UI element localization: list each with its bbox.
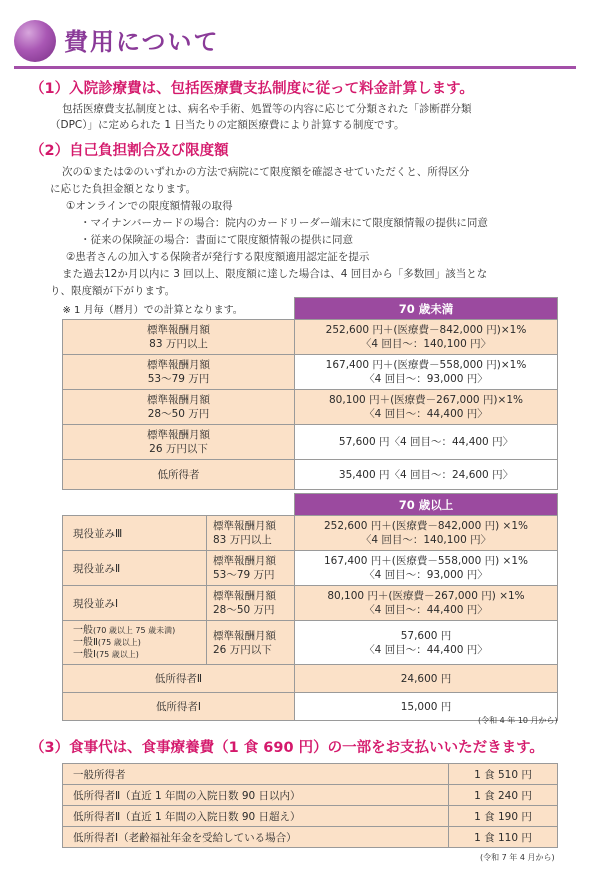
table-row bbox=[63, 785, 558, 806]
row-label: 26 万円以下 bbox=[149, 443, 208, 455]
row-label: 低所得者Ⅱ bbox=[63, 665, 295, 693]
row-value: 1 食 510 円 bbox=[449, 764, 558, 785]
section2-line: ・従来の保険証の場合：書面にて限度額情報の提供に同意 bbox=[80, 234, 353, 246]
section2-line: 次の①または②のいずれかの方法で病院にて限度額を確認させていただくと、所得区分 bbox=[62, 166, 470, 178]
row-sublabel: 28～50 万円 bbox=[213, 604, 275, 616]
row-label: 83 万円以上 bbox=[149, 338, 208, 350]
row-value: 〈4 回目～：140,100 円〉 bbox=[360, 338, 492, 350]
row-label: 標準報酬月額 bbox=[147, 429, 210, 441]
row-category: 一般Ⅰ bbox=[73, 648, 96, 660]
row-value: 1 食 190 円 bbox=[449, 806, 558, 827]
row-category-note: (75 歳以上) bbox=[95, 649, 139, 659]
row-sublabel: 53～79 万円 bbox=[213, 569, 275, 581]
row-category: 現役並みⅢ bbox=[63, 516, 207, 551]
section2-line: り、限度額が下がります。 bbox=[50, 285, 176, 297]
table-footnote: (令和 4 年 10 月から) bbox=[478, 716, 558, 725]
row-sublabel: 83 万円以上 bbox=[213, 534, 272, 546]
table-row bbox=[63, 764, 558, 785]
table-header-70-plus: 70 歳以上 bbox=[295, 494, 558, 516]
row-value: 80,100 円＋(医療費－267,000 円)×1% bbox=[329, 394, 523, 406]
row-value: 1 食 240 円 bbox=[449, 785, 558, 806]
section2-line: また過去12か月以内に 3 回以上、限度額に達した場合は、4 回目から「多数回」該当とな bbox=[62, 268, 488, 280]
section1-heading: （1）入院診療費は、包括医療費支払制度に従って料金計算します。 bbox=[30, 81, 474, 97]
row-value: 〈4 回目～：140,100 円〉 bbox=[360, 534, 492, 546]
row-category: 現役並みⅡ bbox=[63, 551, 207, 586]
table-row bbox=[63, 551, 558, 586]
row-value: 〈4 回目～：44,400 円〉 bbox=[364, 408, 488, 420]
table-row bbox=[63, 586, 558, 621]
section2-line: ①オンラインでの限度額情報の取得 bbox=[66, 200, 233, 212]
row-label: 標準報酬月額 bbox=[147, 394, 210, 406]
table-row bbox=[63, 516, 558, 551]
row-category-note: (75 歳以上) bbox=[97, 637, 141, 647]
row-value: 15,000 円 bbox=[295, 693, 558, 721]
row-category: 現役並みⅠ bbox=[63, 586, 207, 621]
row-label: 標準報酬月額 bbox=[147, 324, 210, 336]
row-sublabel: 標準報酬月額 bbox=[213, 520, 276, 532]
row-category: 一般Ⅱ bbox=[73, 636, 98, 648]
row-value: 1 食 110 円 bbox=[449, 827, 558, 848]
section1-line: （DPC）」に定められた 1 日当たりの定額医療費により計算する制度です。 bbox=[50, 119, 405, 131]
row-label: 一般所得者 bbox=[63, 764, 449, 785]
row-value: 252,600 円＋(医療費－842,000 円) ×1% bbox=[323, 520, 528, 532]
page-header bbox=[14, 16, 576, 68]
row-sublabel: 標準報酬月額 bbox=[213, 629, 276, 642]
row-value: 35,400 円〈4 回目～：24,600 円〉 bbox=[295, 460, 558, 490]
row-value: 〈4 回目～：93,000 円〉 bbox=[364, 373, 488, 385]
section2-heading: （2）自己負担割合及び限度額 bbox=[30, 143, 229, 159]
row-value: 167,400 円＋(医療費－558,000 円) ×1% bbox=[323, 555, 528, 567]
row-label: 低所得者Ⅱ（直近 1 年間の入院日数 90 日超え） bbox=[63, 806, 449, 827]
table-row bbox=[63, 355, 558, 390]
row-value: 57,600 円〈4 回目～：44,400 円〉 bbox=[295, 425, 558, 460]
table-row bbox=[63, 390, 558, 425]
meal-footnote: (令和 7 年 4 月から) bbox=[480, 853, 555, 862]
row-value: 252,600 円＋(医療費－842,000 円)×1% bbox=[325, 324, 527, 336]
table-row bbox=[63, 827, 558, 848]
title-bullet-icon bbox=[14, 20, 56, 62]
row-label: 低所得者 bbox=[63, 460, 295, 490]
row-value: 〈4 回目～：44,400 円〉 bbox=[364, 643, 488, 656]
row-value: 24,600 円 bbox=[295, 665, 558, 693]
section2-line: に応じた負担金額となります。 bbox=[50, 183, 197, 195]
row-value: 80,100 円＋(医療費－267,000 円) ×1% bbox=[327, 590, 525, 602]
row-value: 57,600 円 bbox=[400, 629, 452, 642]
row-label: 低所得者Ⅰ bbox=[63, 693, 295, 721]
table-row bbox=[63, 425, 558, 460]
limit-table-70-plus bbox=[62, 493, 558, 721]
row-label: 低所得者Ⅱ（直近 1 年間の入院日数 90 日以内） bbox=[63, 785, 449, 806]
table-row bbox=[63, 460, 558, 490]
table-row bbox=[63, 665, 558, 693]
row-label: 低所得者Ⅰ（老齢福祉年金を受給している場合） bbox=[63, 827, 449, 848]
row-category: 一般 bbox=[73, 624, 93, 636]
row-value: 167,400 円＋(医療費－558,000 円)×1% bbox=[325, 359, 527, 371]
section2-line: ②患者さんの加入する保険者が発行する限度額適用認定証を提示 bbox=[66, 251, 370, 263]
row-category-note: (70 歳以上 75 歳未満) bbox=[93, 625, 176, 635]
row-sublabel: 26 万円以下 bbox=[213, 643, 272, 656]
page-title: 費用について bbox=[64, 28, 220, 56]
row-value: 〈4 回目～：44,400 円〉 bbox=[364, 604, 488, 616]
limit-table-under-70 bbox=[62, 297, 558, 490]
table-header-under-70: 70 歳未満 bbox=[295, 298, 558, 320]
row-label: 標準報酬月額 bbox=[147, 359, 210, 371]
calc-note: ※ 1 月毎（暦月）での計算となります。 bbox=[62, 304, 243, 316]
row-sublabel: 標準報酬月額 bbox=[213, 590, 276, 602]
row-label: 28～50 万円 bbox=[147, 408, 210, 420]
section3-heading: （3）食事代は、食事療養費（1 食 690 円）の一部をお支払いいただきます。 bbox=[30, 740, 544, 756]
row-value: 〈4 回目～：93,000 円〉 bbox=[364, 569, 488, 581]
section1-line: 包括医療費支払制度とは、病名や手術、処置等の内容に応じて分類された「診断群分類 bbox=[62, 103, 472, 115]
table-row bbox=[63, 621, 558, 665]
table-row bbox=[63, 320, 558, 355]
row-label: 53～79 万円 bbox=[147, 373, 210, 385]
table-row bbox=[63, 806, 558, 827]
section2-line: ・マイナンバーカードの場合：院内のカードリーダー端末にて限度額情報の提供に同意 bbox=[80, 217, 488, 229]
meal-cost-table bbox=[62, 763, 558, 848]
row-sublabel: 標準報酬月額 bbox=[213, 555, 276, 567]
title-divider bbox=[14, 66, 576, 69]
